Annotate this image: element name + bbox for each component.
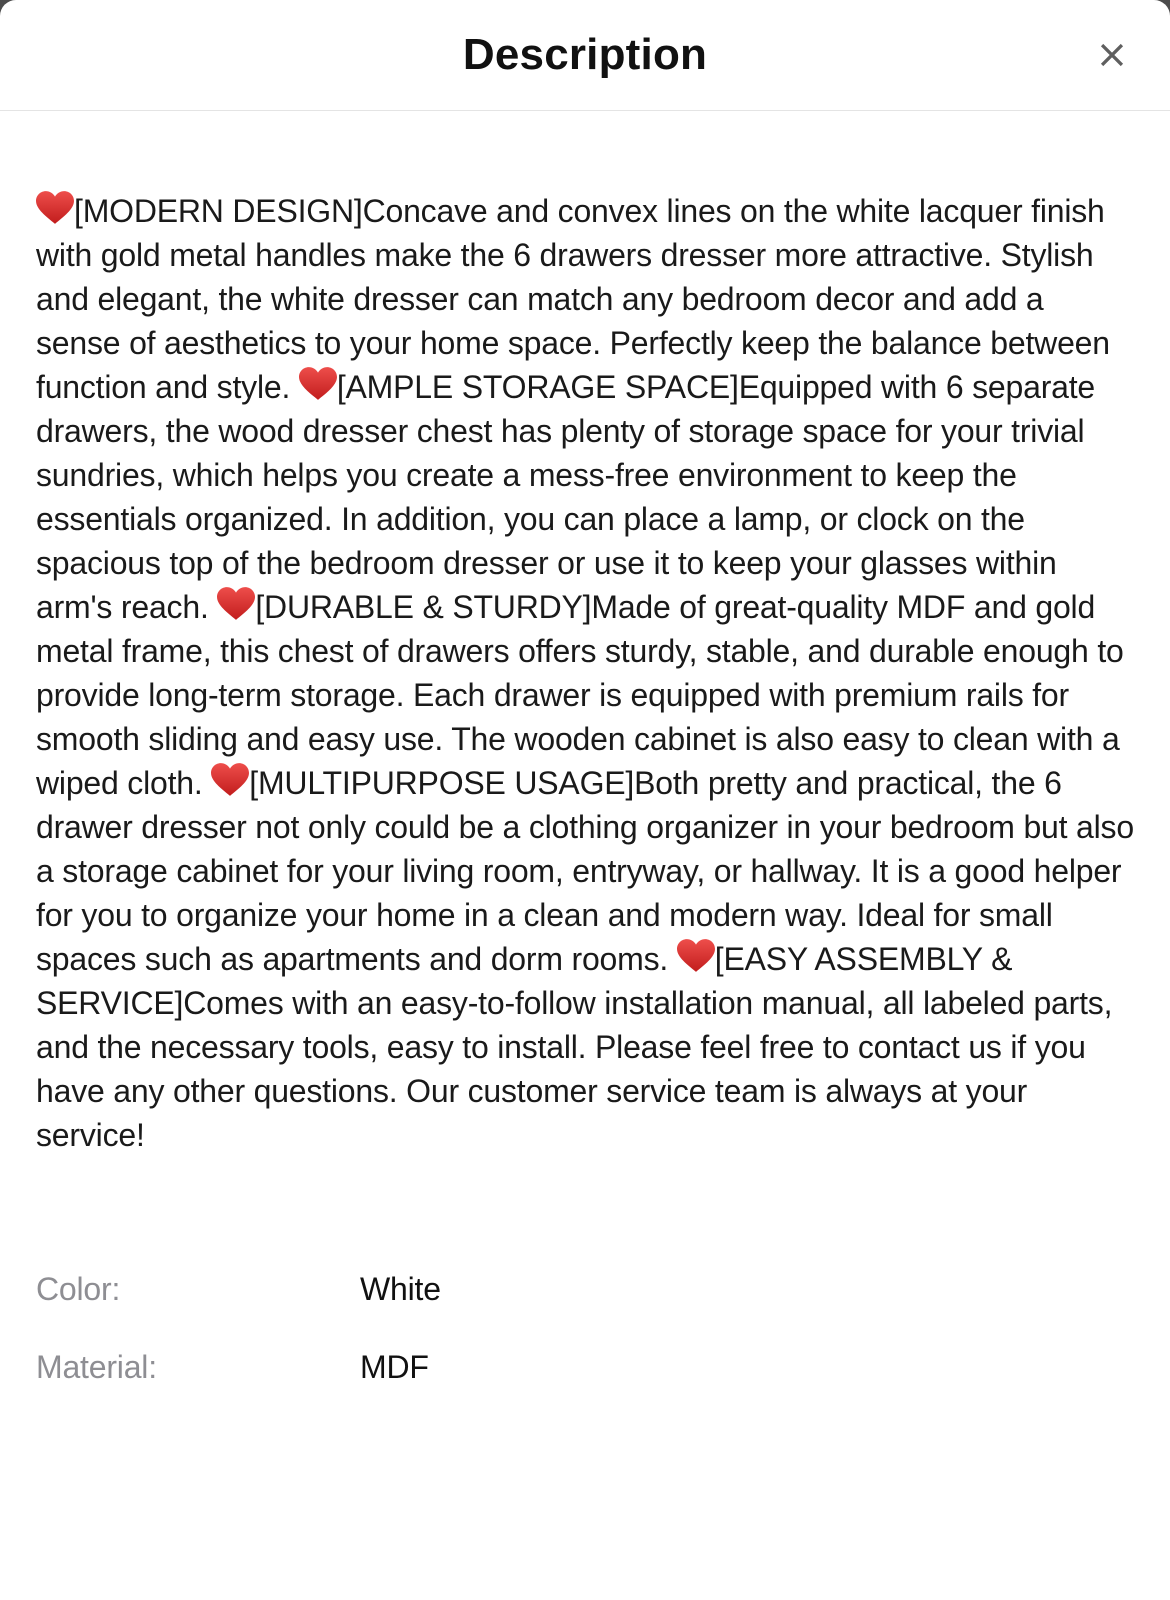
description-text: [MODERN DESIGN]Concave and convex lines on the white lacquer finish with gold metal handles make the 6 drawers dresser more attractive. Stylish and elegant, the white dresser can match any bedroom decor and add a sense of aesthetics to your home space. Perfectly keep the balance between function and style. [AMPLE STORAGE SPACE]Equipped with 6 separate drawers, the wood dresser chest has plenty of storage space for your trivial sundries, which helps you create a mess-free environment to keep the essentials organized. In addition, you can place a lamp, or clock on the spacious top of the bedroom dresser or use it to keep your glasses within arm's reach. [DURABLE & STURDY]Made of great-quality MDF and gold metal frame, this chest of drawers offers sturdy, stable, and durable enough to provide long-term storage. Each drawer is equipped with premium rails for smooth sliding and easy use. The wooden cabinet is also easy to clean with a wiped cloth. [MULTIPURPOSE USAGE]Both pretty and practical, the 6 drawer dresser not only could be a clothing organizer in your bedroom but also a storage cabinet for your living room, entryway, or hallway. It is a good helper for you to organize your home in a clean and modern way. Ideal for small spaces such as apartments and dorm rooms. [EASY ASSEMBLY & SERVICE]Comes with an easy-to-follow installation manual, all labeled parts, and the necessary tools, easy to install. Please feel free to contact us if you have any other questions. Our customer service team is always at your service! (36, 193, 1134, 1153)
close-icon (1095, 38, 1129, 72)
red-heart-icon (217, 587, 255, 621)
description-scroll-area[interactable] (0, 111, 1170, 1600)
spec-value: MDF (360, 1349, 429, 1385)
spec-list (36, 1267, 1134, 1389)
red-heart-icon (677, 939, 715, 973)
spec-value: White (360, 1271, 441, 1307)
spec-row-material (36, 1345, 1134, 1389)
spec-label: Color: (36, 1271, 121, 1307)
spec-label: Material: (36, 1349, 157, 1385)
close-button[interactable] (1088, 31, 1136, 79)
red-heart-icon (211, 763, 249, 797)
spec-row-color (36, 1267, 1134, 1311)
page-title: Description (462, 30, 708, 79)
red-heart-icon (299, 367, 337, 401)
red-heart-icon (36, 191, 74, 225)
modal-header (0, 0, 1170, 111)
